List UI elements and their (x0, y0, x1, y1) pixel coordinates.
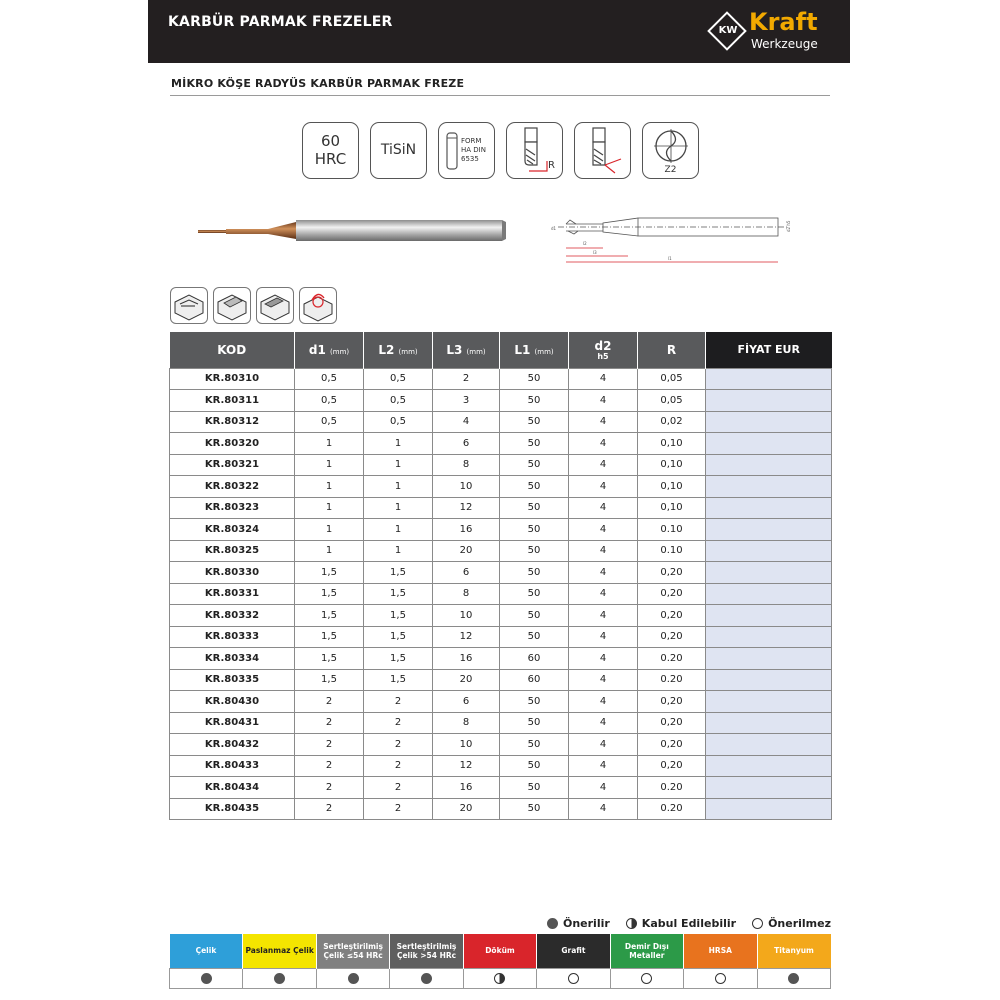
table-cell: 6 (433, 562, 500, 584)
product-code-cell: KR.80312 (170, 411, 295, 433)
drawing-dim-l1: l1 (668, 256, 672, 261)
technical-drawing (548, 210, 798, 278)
table-cell: 50 (500, 562, 569, 584)
table-cell: 50 (500, 519, 569, 541)
table-cell: 4 (569, 734, 638, 756)
empty-circle-icon (641, 973, 652, 984)
table-cell: 1,5 (364, 648, 433, 670)
product-code-cell: KR.80323 (170, 497, 295, 519)
product-code-cell: KR.80310 (170, 368, 295, 390)
price-cell (706, 433, 832, 455)
table-cell: 0,5 (364, 411, 433, 433)
table-cell: 50 (500, 777, 569, 799)
price-cell (706, 476, 832, 498)
table-cell: 2 (364, 777, 433, 799)
table-cell: 1 (364, 454, 433, 476)
price-cell (706, 626, 832, 648)
table-row (170, 519, 832, 541)
material-header: Paslanmaz Çelik (243, 934, 316, 968)
price-cell (706, 605, 832, 627)
table-cell: 10 (433, 605, 500, 627)
material-rating (316, 968, 389, 988)
table-cell: 2 (364, 798, 433, 820)
hardness-unit: HRC (314, 150, 347, 168)
table-cell: 4 (569, 648, 638, 670)
table-cell: 50 (500, 605, 569, 627)
table-cell: 0,05 (638, 390, 706, 412)
table-cell: 4 (569, 755, 638, 777)
table-cell: 50 (500, 497, 569, 519)
materials-table (169, 934, 831, 989)
table-cell: 12 (433, 497, 500, 519)
product-code-cell: KR.80311 (170, 390, 295, 412)
price-cell (706, 368, 832, 390)
table-cell: 60 (500, 648, 569, 670)
table-cell: 4 (569, 626, 638, 648)
table-cell: 1,5 (295, 626, 364, 648)
table-cell: 2 (295, 798, 364, 820)
table-cell: 50 (500, 755, 569, 777)
table-cell: 4 (433, 411, 500, 433)
empty-circle-icon (568, 973, 579, 984)
table-cell: 1 (364, 497, 433, 519)
table-cell: 0.10 (638, 540, 706, 562)
table-cell: 1 (364, 433, 433, 455)
section-divider (170, 95, 830, 96)
table-row (170, 476, 832, 498)
price-cell (706, 390, 832, 412)
shank-form-icon (438, 122, 495, 179)
material-rating (757, 968, 831, 988)
col-header-l3: L3 (mm) (433, 332, 500, 368)
logo-subtitle: Werkzeuge (751, 37, 818, 51)
full-circle-icon (421, 973, 432, 984)
full-circle-icon (348, 973, 359, 984)
table-cell: 1,5 (295, 583, 364, 605)
table-cell: 1,5 (364, 669, 433, 691)
form-line-1: FORM (461, 137, 482, 145)
table-cell: 4 (569, 519, 638, 541)
table-cell: 4 (569, 691, 638, 713)
hardness-value: 60 (320, 132, 341, 150)
corner-radius-icon (506, 122, 563, 179)
table-cell: 1 (364, 540, 433, 562)
table-cell: 3 (433, 390, 500, 412)
table-row (170, 454, 832, 476)
table-row (170, 540, 832, 562)
material-header: Demir Dışı Metaller (610, 934, 683, 968)
table-cell: 1,5 (295, 669, 364, 691)
table-cell: 4 (569, 798, 638, 820)
shank-icon (445, 132, 459, 170)
table-cell: 2 (295, 734, 364, 756)
price-cell (706, 777, 832, 799)
table-cell: 2 (295, 712, 364, 734)
table-cell: 1 (295, 433, 364, 455)
table-cell: 20 (433, 669, 500, 691)
table-cell: 0.20 (638, 669, 706, 691)
table-cell: 0,5 (295, 390, 364, 412)
table-cell: 50 (500, 734, 569, 756)
legend-acceptable-label: Kabul Edilebilir (641, 917, 737, 930)
table-cell: 0,10 (638, 476, 706, 498)
materials-rating-row (170, 968, 831, 988)
product-code-cell: KR.80433 (170, 755, 295, 777)
material-rating (684, 968, 757, 988)
table-cell: 4 (569, 368, 638, 390)
price-cell (706, 669, 832, 691)
table-cell: 2 (295, 777, 364, 799)
product-code-cell: KR.80333 (170, 626, 295, 648)
helix-angle-icon (574, 122, 631, 179)
price-cell (706, 734, 832, 756)
price-cell (706, 691, 832, 713)
table-row (170, 368, 832, 390)
product-code-cell: KR.80330 (170, 562, 295, 584)
table-cell: 8 (433, 712, 500, 734)
table-cell: 1,5 (364, 626, 433, 648)
price-cell (706, 712, 832, 734)
table-cell: 50 (500, 390, 569, 412)
table-cell: 4 (569, 669, 638, 691)
price-cell (706, 562, 832, 584)
price-cell (706, 519, 832, 541)
material-header: Grafit (537, 934, 610, 968)
table-cell: 50 (500, 691, 569, 713)
table-cell: 12 (433, 626, 500, 648)
material-header: Döküm (463, 934, 536, 968)
product-table (169, 332, 832, 820)
product-code-cell: KR.80430 (170, 691, 295, 713)
drawing-dim-d1: d1 (551, 226, 557, 231)
table-cell: 1 (295, 454, 364, 476)
table-cell: 2 (295, 691, 364, 713)
col-header-code: KOD (170, 332, 295, 368)
material-rating (170, 968, 243, 988)
table-cell: 2 (364, 734, 433, 756)
col-header-l1: L1 (mm) (500, 332, 569, 368)
table-body (170, 368, 832, 820)
table-cell: 4 (569, 390, 638, 412)
table-cell: 4 (569, 433, 638, 455)
table-cell: 4 (569, 583, 638, 605)
table-cell: 0,20 (638, 562, 706, 584)
table-cell: 4 (569, 777, 638, 799)
table-cell: 0,02 (638, 411, 706, 433)
table-cell: 50 (500, 712, 569, 734)
table-cell: 0,5 (364, 368, 433, 390)
price-cell (706, 755, 832, 777)
table-cell: 0,20 (638, 583, 706, 605)
material-header: Çelik (170, 934, 243, 968)
table-cell: 0,5 (295, 411, 364, 433)
table-cell: 0,20 (638, 626, 706, 648)
product-code-cell: KR.80432 (170, 734, 295, 756)
table-row (170, 497, 832, 519)
table-row (170, 433, 832, 455)
material-rating (463, 968, 536, 988)
price-cell (706, 583, 832, 605)
table-cell: 0.20 (638, 648, 706, 670)
legend-recommended-label: Önerilir (562, 917, 610, 930)
table-cell: 1 (295, 519, 364, 541)
full-circle-icon (274, 973, 285, 984)
material-header: Sertleştirilmiş Çelik ≤54 HRc (316, 934, 389, 968)
table-cell: 4 (569, 476, 638, 498)
table-cell: 1 (364, 476, 433, 498)
ramping-icon (299, 287, 337, 324)
brand-logo (707, 8, 832, 54)
table-cell: 1 (295, 476, 364, 498)
table-cell: 2 (295, 755, 364, 777)
table-cell: 0.10 (638, 519, 706, 541)
product-code-cell: KR.80431 (170, 712, 295, 734)
table-cell: 0,20 (638, 605, 706, 627)
table-row (170, 798, 832, 820)
table-cell: 4 (569, 605, 638, 627)
coating-icon (370, 122, 427, 179)
table-cell: 2 (364, 712, 433, 734)
table-cell: 1 (295, 497, 364, 519)
logo-monogram: KW (718, 25, 738, 36)
table-cell: 16 (433, 648, 500, 670)
material-rating (390, 968, 463, 988)
table-row (170, 626, 832, 648)
table-row (170, 411, 832, 433)
table-cell: 0,5 (364, 390, 433, 412)
col-header-d2: d2 h5 (569, 332, 638, 368)
table-cell: 0,05 (638, 368, 706, 390)
table-row (170, 390, 832, 412)
price-cell (706, 648, 832, 670)
col-header-l2: L2 (mm) (364, 332, 433, 368)
side-milling-icon (256, 287, 294, 324)
col-header-price: FİYAT EUR (706, 332, 832, 368)
table-row (170, 712, 832, 734)
table-cell: 50 (500, 626, 569, 648)
empty-circle-icon (752, 918, 763, 929)
table-cell: 0,10 (638, 433, 706, 455)
table-cell: 4 (569, 562, 638, 584)
table-cell: 1,5 (364, 583, 433, 605)
flutes-icon (642, 122, 699, 179)
full-circle-icon (547, 918, 558, 929)
product-code-cell: KR.80331 (170, 583, 295, 605)
tool-photo (198, 210, 508, 250)
table-cell: 0,10 (638, 497, 706, 519)
section-title: MİKRO KÖŞE RADYÜS KARBÜR PARMAK FREZE (171, 77, 465, 90)
product-code-cell: KR.80435 (170, 798, 295, 820)
table-cell: 1 (364, 519, 433, 541)
table-cell: 16 (433, 777, 500, 799)
table-cell: 0,20 (638, 734, 706, 756)
table-cell: 50 (500, 411, 569, 433)
table-cell: 10 (433, 476, 500, 498)
half-circle-icon (626, 918, 637, 929)
table-row (170, 583, 832, 605)
table-cell: 0.20 (638, 777, 706, 799)
form-line-2: HA DIN (461, 146, 486, 154)
drawing-dim-l2: l2 (583, 241, 587, 246)
product-code-cell: KR.80335 (170, 669, 295, 691)
table-row (170, 777, 832, 799)
legend-not-recommended-label: Önerilmez (768, 917, 831, 930)
table-cell: 50 (500, 454, 569, 476)
logo-name: Kraft (749, 8, 818, 36)
material-rating (243, 968, 316, 988)
table-cell: 4 (569, 454, 638, 476)
table-cell: 4 (569, 411, 638, 433)
table-cell: 50 (500, 368, 569, 390)
materials-header-row (170, 934, 831, 968)
price-cell (706, 497, 832, 519)
drawing-dim-d2: d2 h5 (786, 220, 791, 232)
slotting-icon (170, 287, 208, 324)
table-row (170, 755, 832, 777)
table-cell: 1,5 (295, 648, 364, 670)
table-cell: 2 (433, 368, 500, 390)
table-cell: 1,5 (364, 562, 433, 584)
table-cell: 2 (364, 755, 433, 777)
table-header-row (170, 332, 832, 368)
coating-label: TiSiN (380, 142, 417, 158)
material-header: HRSA (684, 934, 757, 968)
table-cell: 0,20 (638, 712, 706, 734)
table-cell: 20 (433, 798, 500, 820)
helix-cutter-icon (581, 127, 627, 175)
two-flute-section-icon (652, 128, 690, 164)
table-cell: 8 (433, 454, 500, 476)
hardness-icon (302, 122, 359, 179)
price-cell (706, 411, 832, 433)
radius-label: R (548, 160, 555, 171)
full-circle-icon (788, 973, 799, 984)
table-cell: 8 (433, 583, 500, 605)
table-cell: 4 (569, 712, 638, 734)
suitability-legend (547, 917, 831, 930)
page-title: KARBÜR PARMAK FREZELER (168, 14, 393, 30)
table-row (170, 669, 832, 691)
material-rating (537, 968, 610, 988)
table-cell: 4 (569, 497, 638, 519)
table-cell: 0.20 (638, 798, 706, 820)
material-rating (610, 968, 683, 988)
table-cell: 1,5 (364, 605, 433, 627)
legend-acceptable (626, 917, 736, 930)
table-row (170, 562, 832, 584)
table-cell: 0,10 (638, 454, 706, 476)
table-cell: 0,20 (638, 691, 706, 713)
page-header (148, 0, 850, 63)
table-cell: 1 (295, 540, 364, 562)
table-cell: 2 (364, 691, 433, 713)
table-cell: 4 (569, 540, 638, 562)
full-circle-icon (201, 973, 212, 984)
table-cell: 12 (433, 755, 500, 777)
table-cell: 0,20 (638, 755, 706, 777)
table-cell: 6 (433, 433, 500, 455)
product-code-cell: KR.80332 (170, 605, 295, 627)
pocketing-icon (213, 287, 251, 324)
product-code-cell: KR.80334 (170, 648, 295, 670)
product-code-cell: KR.80325 (170, 540, 295, 562)
table-cell: 50 (500, 583, 569, 605)
half-circle-icon (494, 973, 505, 984)
material-header: Sertleştirilmiş Çelik >54 HRc (390, 934, 463, 968)
col-header-r: R (638, 332, 706, 368)
legend-recommended (547, 917, 610, 930)
table-cell: 6 (433, 691, 500, 713)
table-cell: 50 (500, 476, 569, 498)
form-line-3: 6535 (461, 155, 479, 163)
col-header-d1: d1 (mm) (295, 332, 364, 368)
product-code-cell: KR.80320 (170, 433, 295, 455)
flutes-label: Z2 (664, 165, 677, 175)
table-cell: 50 (500, 433, 569, 455)
table-cell: 16 (433, 519, 500, 541)
product-code-cell: KR.80434 (170, 777, 295, 799)
table-row (170, 605, 832, 627)
product-code-cell: KR.80324 (170, 519, 295, 541)
empty-circle-icon (715, 973, 726, 984)
price-cell (706, 798, 832, 820)
table-cell: 10 (433, 734, 500, 756)
table-cell: 1,5 (295, 562, 364, 584)
price-cell (706, 540, 832, 562)
drawing-dim-l3: l3 (593, 250, 597, 255)
material-header: Titanyum (757, 934, 831, 968)
table-row (170, 648, 832, 670)
table-cell: 20 (433, 540, 500, 562)
table-row (170, 734, 832, 756)
table-cell: 1,5 (295, 605, 364, 627)
price-cell (706, 454, 832, 476)
table-row (170, 691, 832, 713)
table-cell: 0,5 (295, 368, 364, 390)
product-code-cell: KR.80321 (170, 454, 295, 476)
table-cell: 50 (500, 798, 569, 820)
table-cell: 60 (500, 669, 569, 691)
legend-not-recommended (752, 917, 831, 930)
product-code-cell: KR.80322 (170, 476, 295, 498)
table-cell: 50 (500, 540, 569, 562)
